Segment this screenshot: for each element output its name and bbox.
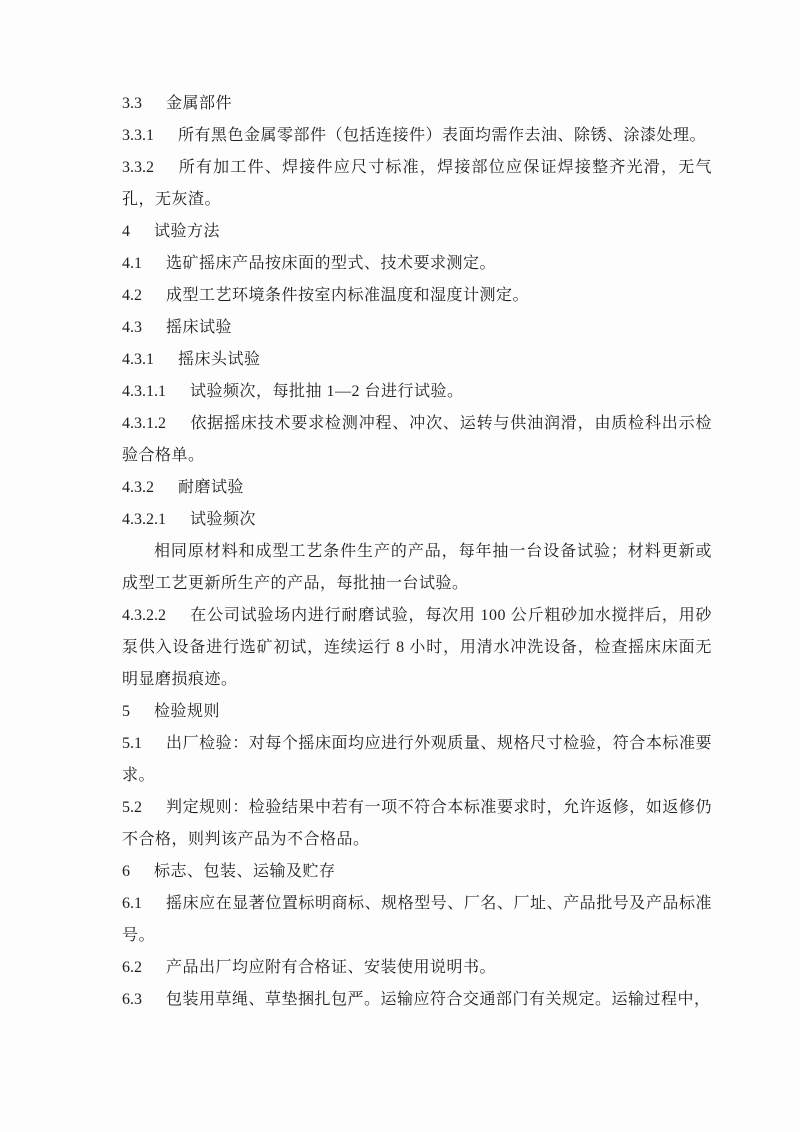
clause-heading: [122, 472, 712, 504]
clause-number: 6.3: [122, 991, 142, 1008]
clause-paragraph: [122, 792, 712, 856]
clause-text: 检验规则: [154, 703, 221, 720]
clause-number: 4.1: [122, 255, 142, 272]
clause-number: 6: [122, 863, 130, 880]
clause-number: 4.3: [122, 319, 142, 336]
clause-text: 所有加工件、焊接件应尺寸标准，焊接部位应保证焊接整齐光滑，无气孔，无灰渣。: [122, 159, 712, 208]
clause-number: 3.3.2: [122, 159, 154, 176]
clause-number: 5.2: [122, 799, 142, 816]
clause-number: 5: [122, 703, 130, 720]
clause-text: 试验方法: [154, 223, 221, 240]
clause-text: 标志、包装、运输及贮存: [154, 863, 336, 880]
clause-text: 包装用草绳、草垫捆扎包严。运输应符合交通部门有关规定。运输过程中，: [166, 991, 711, 1008]
clause-heading: [122, 504, 712, 536]
clause-heading: [122, 696, 712, 728]
clause-heading: [122, 88, 712, 120]
clause-text: 耐磨试验: [178, 479, 245, 496]
clause-paragraph: [122, 152, 712, 216]
clause-paragraph: [122, 888, 712, 952]
clause-text: 选矿摇床产品按床面的型式、技术要求测定。: [166, 255, 497, 272]
clause-heading: [122, 216, 712, 248]
clause-number: 6.2: [122, 959, 142, 976]
clause-paragraph: [122, 248, 712, 280]
clause-number: 4: [122, 223, 130, 240]
clause-paragraph: [122, 280, 712, 312]
clause-heading: [122, 344, 712, 376]
clause-number: 5.1: [122, 735, 142, 752]
clause-text: 依据摇床技术要求检测冲程、冲次、运转与供油润滑，由质检科出示检验合格单。: [122, 415, 712, 464]
clause-text: 出厂检验：对每个摇床面均应进行外观质量、规格尺寸检验，符合本标准要求。: [122, 735, 712, 784]
clause-paragraph: [122, 728, 712, 792]
clause-paragraph: [122, 408, 712, 472]
clause-text: 相同原材料和成型工艺条件生产的产品，每年抽一台设备试验；材料更新或成型工艺更新所生产的产品，每批抽一台试验。: [122, 543, 712, 592]
clause-paragraph: [122, 120, 712, 152]
clause-number: 4.3.2: [122, 479, 154, 496]
clause-paragraph: [122, 536, 712, 600]
clause-text: 摇床头试验: [178, 351, 261, 368]
clause-number: 4.3.2.1: [122, 511, 166, 528]
clause-text: 试验频次: [190, 511, 257, 528]
clause-text: 判定规则：检验结果中若有一项不符合本标准要求时，允许返修，如返修仍不合格，则判该产品为不合格品。: [122, 799, 712, 848]
clause-text: 成型工艺环境条件按室内标准温度和湿度计测定。: [166, 287, 530, 304]
clause-paragraph: [122, 376, 712, 408]
clause-text: 金属部件: [166, 95, 233, 112]
clause-number: 4.3.1.2: [122, 415, 166, 432]
clause-text: 试验频次，每批抽 1—2 台进行试验。: [190, 383, 464, 400]
clause-number: 4.3.2.2: [122, 607, 166, 624]
clause-number: 3.3.1: [122, 127, 154, 144]
clause-heading: [122, 856, 712, 888]
clause-number: 4.3.1: [122, 351, 154, 368]
clause-text: 在公司试验场内进行耐磨试验，每次用 100 公斤粗砂加水搅拌后，用砂泵供入设备进行选矿初试，连续运行 8 小时，用清水冲洗设备，检查摇床床面无明显磨损痕迹。: [122, 607, 712, 688]
clause-text: 摇床应在显著位置标明商标、规格型号、厂名、厂址、产品批号及产品标准号。: [122, 895, 712, 944]
clause-number: 4.2: [122, 287, 142, 304]
clause-text: 产品出厂均应附有合格证、安装使用说明书。: [166, 959, 497, 976]
clause-heading: [122, 312, 712, 344]
clause-paragraph: [122, 952, 712, 984]
clause-text: 所有黑色金属零部件（包括连接件）表面均需作去油、除锈、涂漆处理。: [178, 127, 707, 144]
clause-number: 4.3.1.1: [122, 383, 166, 400]
clause-paragraph: [122, 984, 712, 1016]
clause-number: 6.1: [122, 895, 142, 912]
clause-text: 摇床试验: [166, 319, 233, 336]
clause-paragraph: [122, 600, 712, 696]
clause-number: 3.3: [122, 95, 142, 112]
document-content: [122, 88, 712, 1016]
